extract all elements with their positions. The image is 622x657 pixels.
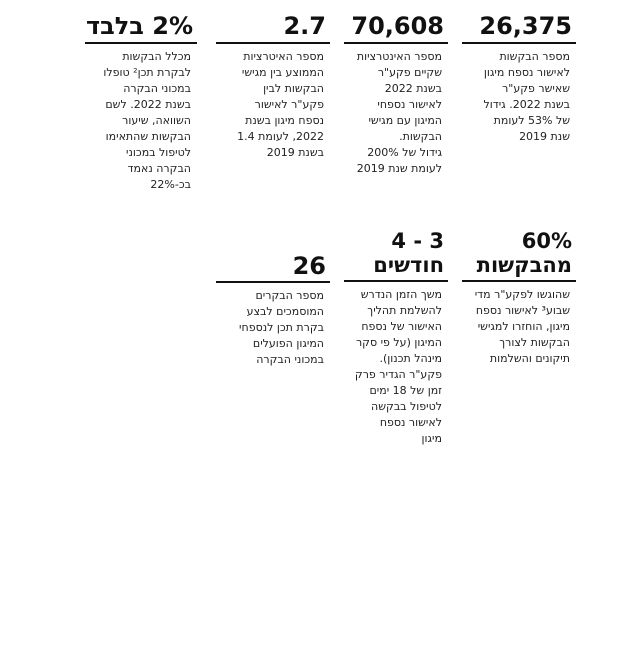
stat-requests-approved xyxy=(462,13,576,145)
stat-certified-inspectors xyxy=(216,229,330,368)
stat-description: מספר האיטרציות הממוצע בין מגישי הבקשות לבין פקע"ר לאישור נספח מיגון בשנת 2022, לעומת 1.4 בשנת 2019 xyxy=(237,50,324,159)
stat-figure: 26 xyxy=(292,252,326,280)
divider-rule xyxy=(85,42,197,44)
stat-description: מספר הבקשות לאישור נספח מיגון שאישר פקע"ר בשנת 2022. גידול של 53% לעומת שנת 2019 xyxy=(483,50,570,143)
stat-description: מספר הבקרים המוסמכים לבצע בקרת תכן לנספחי המיגון הפועלים במכוני הבקרה xyxy=(239,289,324,366)
divider-rule xyxy=(462,42,576,44)
stat-figure: 2% בלבד xyxy=(85,12,193,40)
stat-figure: 60% מהבקשות xyxy=(476,229,572,277)
stat-description: שהוגשו לפקע"ר מדי שבוע³ לאישור נספח מיגון, הוחזרו למגישי הבקשות לצורך תיקונים והשלמות xyxy=(474,288,570,365)
divider-rule xyxy=(462,280,576,282)
stat-returned-requests xyxy=(462,229,576,367)
stat-figure: 2.7 xyxy=(283,12,326,40)
stat-control-institutes-share xyxy=(85,13,197,193)
stat-description: מספר האינטרציות שקיים פקע"ר בשנת 2022 לאישור נספחי המיגון עם מגישי הבקשות. גידול של 200% לעומת שנת 2019 xyxy=(356,50,442,175)
stat-figure: 26,375 xyxy=(479,12,572,40)
stat-iterations-average xyxy=(216,13,330,161)
divider-rule xyxy=(216,281,330,283)
stat-description: משך הזמן הנדרש להשלמת תהליך האישור של נספח המיגון (על פי סקר מינהל תכנון). פקע"ר הגדיר פרק זמן של 18 ימים לטיפול בבקשה לאישור נספח מיגון xyxy=(354,288,442,445)
stat-approval-duration xyxy=(344,229,448,447)
stat-iterations-total xyxy=(344,13,448,177)
divider-rule xyxy=(344,280,448,282)
divider-rule xyxy=(216,42,330,44)
stat-figure: 70,608 xyxy=(351,12,444,40)
stat-description: מכלל הבקשות לבקרת תכן² טופלו במכוני הבקרה בשנת 2022. לשם השוואה, שיעור הבקשות שהתאימו לטיפול במכוני הבקרה נאמד בכ-22% xyxy=(103,50,191,191)
stat-figure: 3 - 4 חודשים xyxy=(373,229,444,277)
divider-rule xyxy=(344,42,448,44)
